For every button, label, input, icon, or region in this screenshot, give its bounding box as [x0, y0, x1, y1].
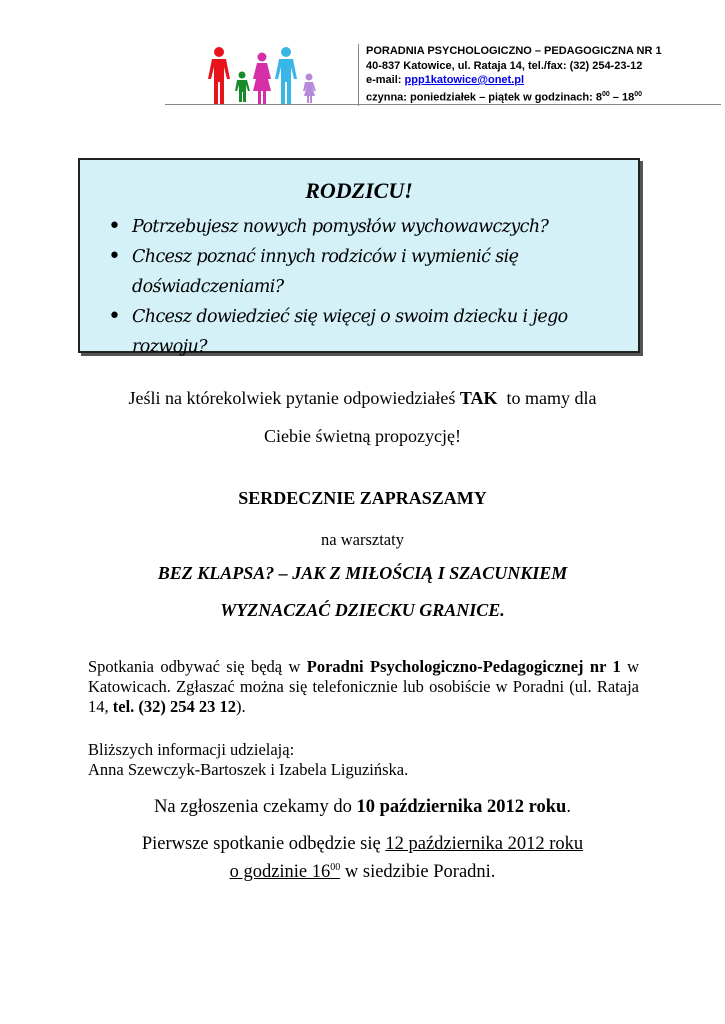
org-name: PORADNIA PSYCHOLOGICZNO – PEDAGOGICZNA NR 1: [366, 45, 662, 57]
question-list: [106, 212, 626, 362]
intro-line-1: Jeśli na którekolwiek pytanie odpowiedziałeś TAK to mamy dla: [128, 388, 597, 408]
deadline-line: Na zgłoszenia czekamy do 10 października 2012 roku.: [154, 797, 571, 817]
org-email-line: [366, 73, 711, 88]
parent-questions-box: [78, 158, 640, 357]
first-meeting-line-1: Pierwsze spotkanie odbędzie się 12 października 2012 roku: [141, 834, 584, 854]
first-meeting-line-2: o godzinie $16^{00}$ w siedzibie Poradni.: [229, 862, 496, 883]
org-address: 40-837 Katowice, ul. Rataja 14, tel./fax: (32) 254-23-12: [366, 59, 643, 72]
family-logo-icon: [206, 46, 326, 106]
invite-heading: SERDECZNIE ZAPRASZAMY: [238, 488, 487, 508]
info-line-1: Bliższych informacji udzielają:: [88, 740, 295, 759]
box-title: RODZICU!: [305, 178, 413, 203]
header-contact-block: [366, 44, 711, 105]
question-item: • Potrzebujesz nowych pomysłów wychowawczych?: [106, 212, 626, 242]
header-divider-vertical: [358, 44, 359, 106]
email-link[interactable]: ppp1katowice@onet.pl: [404, 74, 525, 86]
meetings-paragraph: Spotkania odbywać się będą w Poradni Psychologiczno-Pedagogicznej nr 1 w Katowicach. Zgłaszać można się telefonicznie lub osobiście w Poradni (ul. Rataja 14, tel. (32) 254 23 12).: [88, 657, 639, 716]
workshop-label: na warsztaty: [321, 530, 404, 549]
org-hours: czynna: poniedziałek – piątek w godzinach: $8^{00} - 18^{00}$: [366, 90, 643, 104]
workshop-title-line-1: BEZ KLAPSA? – JAK Z MIŁOŚCIĄ I SZACUNKIEM: [157, 563, 568, 583]
question-item: • Chcesz dowiedzieć się więcej o swoim dziecku i jego rozwoju?: [106, 302, 626, 362]
email-label: e-mail:: [366, 74, 405, 86]
info-paragraph: [88, 740, 639, 780]
info-line-2: Anna Szewczyk-Bartoszek i Izabela Liguzińska.: [88, 760, 409, 779]
question-item: • Chcesz poznać innych rodziców i wymienić się doświadczeniami?: [106, 242, 626, 302]
workshop-title-line-2: WYZNACZAĆ DZIECKU GRANICE.: [220, 600, 505, 620]
intro-line-2: Ciebie świetną propozycję!: [264, 426, 461, 446]
